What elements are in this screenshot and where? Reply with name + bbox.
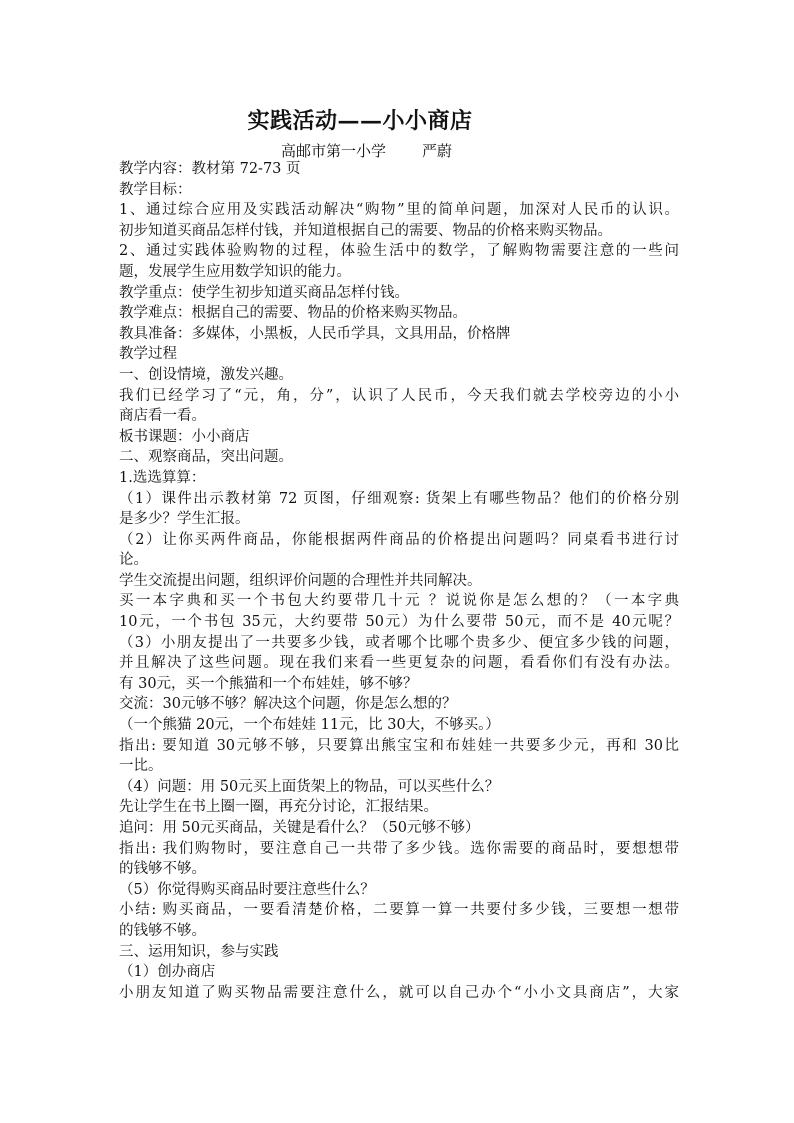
body-line: 商店看一看。 [119,408,206,425]
body-line: （1）创办商店 [119,964,216,981]
body-line: 初步知道买商品怎样付钱，并知道根据自己的需要、物品的价格来购买物品。 [119,222,612,239]
body-line: 教学难点：根据自己的需要、物品的价格来购买物品。 [119,305,467,322]
body-line: 追问：用 50元买商品，关键是看什么？（50元够不够） [119,820,480,836]
body-line: 题，发展学生应用数学知识的能力。 [119,263,351,280]
teacher-name: 严蔚 [422,142,453,160]
body-line: （5）你觉得购买商品时要注意些什么？ [119,881,375,898]
body-line: 一比。 [119,758,163,775]
body-line: 指出: 我们购物时，要注意自己一共带了多少钱。选你需要的商品时，要想想带 [119,840,679,857]
body-line: 1.选选算算： [119,469,206,486]
body-line: 教具准备：多媒体，小黑板，人民币学具，文具用品，价格牌 [119,325,511,342]
body-line: 教学重点：使学生初步知道买商品怎样付钱。 [119,284,409,301]
author-line [281,140,452,161]
body-line: 先让学生在书上圈一圈，再充分讨论，汇报结果。 [119,799,438,816]
body-line: 二、观察商品，突出问题。 [119,449,293,466]
body-line: 2、通过实践体验购物的过程，体验生活中的数学，了解购物需要注意的一些问 [119,243,679,260]
body-line: 板书课题：小小商店 [119,428,250,445]
body-line: 教学目标： [119,181,192,198]
body-line: 的钱够不够。 [119,861,206,878]
document-body [119,159,679,1003]
body-line: 是多少？学生汇报。 [119,511,250,528]
body-line: （4）问题：用 50元买上面货架上的物品，可以买些什么？ [119,778,500,795]
body-line: 学生交流提出问题，组织评价问题的合理性并共同解决。 [119,572,482,589]
body-line: 买一本字典和买一个书包大约要带几十元 ？说说你是怎么想的？（一本字典 [119,593,679,610]
body-line: 教学过程 [119,346,177,363]
school-name: 高邮市第一小学 [281,142,387,160]
body-line: （一个熊猫 20元，一个布娃娃 11元，比 30大，不够买。） [119,717,500,734]
body-line: 教学内容：教材第 72-73 页 [119,161,301,177]
body-line: 10元，一个书包 35元，大约要带 50元）为什么要带 50元，而不是 40元呢？ [119,614,679,631]
body-line: 论。 [119,552,148,569]
body-line: 有 30元，买一个熊猫和一个布娃娃，够不够？ [119,675,418,692]
body-line: 交流：30元够不够？解决这个问题，你是怎么想的？ [119,696,457,713]
body-line: 小朋友知道了购买物品需要注意什么，就可以自己办个“小小文具商店”，大家 [119,984,679,1001]
body-line: （3）小朋友提出了一共要多少钱，或者哪个比哪个贵多少、便宜多少钱的问题， [119,634,679,651]
body-line: 我们已经学习了“元，角，分”，认识了人民币，今天我们就去学校旁边的小小 [119,387,679,404]
document-title: 实践活动——小小商店 [247,108,473,134]
body-line: 小结: 购买商品，一要看清楚价格，二要算一算一共要付多少钱，三要想一想带 [119,902,679,919]
body-line: 指出: 要知道 30元够不够，只要算出熊宝宝和布娃娃一共要多少元，再和 30比 [119,737,679,754]
body-line: 三、运用知识，参与实践 [119,943,279,960]
body-line: 并且解决了这些问题。现在我们来看一些更复杂的问题，看看你们有没有办法。 [119,655,679,672]
body-line: 一、创设情境，激发兴趣。 [119,366,293,383]
body-line: （2）让你买两件商品，你能根据两件商品的价格提出问题吗？同桌看书进行讨 [119,531,679,548]
body-line: 的钱够不够。 [119,922,206,939]
body-line: （1）课件出示教材第 72 页图，仔细观察: 货架上有哪些物品？他们的价格分别 [119,490,679,507]
body-line: 1、通过综合应用及实践活动解决“购物”里的简单问题，加深对人民币的认识。 [119,202,679,219]
